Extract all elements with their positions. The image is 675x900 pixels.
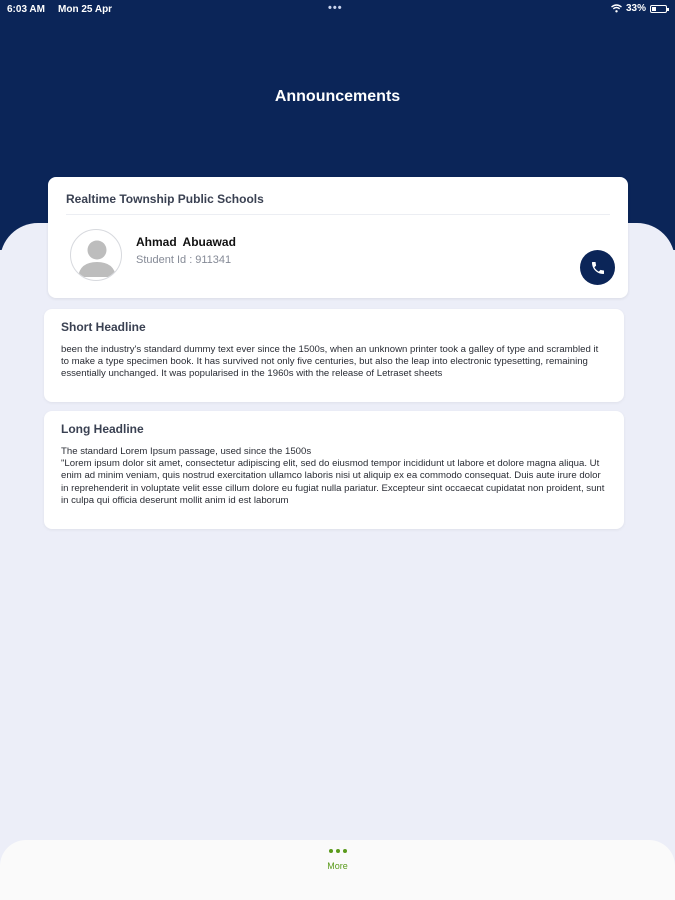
bottom-navigation-bar (0, 840, 675, 900)
announcement-card[interactable] (44, 309, 624, 402)
school-name: Realtime Township Public Schools (66, 192, 264, 206)
student-id-value: 911341 (195, 254, 232, 266)
battery-icon (650, 5, 667, 13)
announcement-body: been the industry's standard dummy text ever since the 1500s, when an unknown printer took a galley of type and scrambled it to make a type specimen book. It has survived not only five centuries, but also the leap into electronic typesetting, remaining essentially unchanged. It was popularised in the 1960s with the release of Letraset sheets (61, 344, 599, 380)
multitask-dots-icon[interactable]: ••• (328, 2, 343, 14)
person-placeholder-icon (70, 229, 122, 281)
announcement-body (61, 446, 607, 507)
phone-icon (590, 260, 606, 276)
call-button[interactable] (580, 250, 615, 285)
status-time: 6:03 AM (7, 4, 45, 15)
announcement-body-line: The standard Lorem Ipsum passage, used since the 1500s (61, 446, 312, 457)
announcement-headline: Long Headline (61, 422, 144, 436)
more-tab[interactable] (310, 848, 365, 888)
more-tab-label: More (327, 861, 348, 871)
student-profile-card (48, 177, 628, 298)
status-date: Mon 25 Apr (58, 4, 113, 15)
page-title: Announcements (274, 88, 401, 105)
student-id-row (136, 254, 231, 266)
announcement-body-line: "Lorem ipsum dolor sit amet, consectetur adipiscing elit, sed do eiusmod tempor incididunt ut labore et dolore magna aliqua. Ut enim ad minim veniam, quis nostrud exercitation ullamco laboris nisi ut aliquip ex ea commodo consequat. Duis aute irure dolor in reprehenderit in voluptate velit esse cillum dolore eu fugiat nulla pariatur. Excepteur sint occaecat cupidatat non proident, sunt in culpa qui officia deserunt mollit anim id est laborum (61, 458, 605, 506)
status-bar (0, 0, 675, 20)
battery-percent: 33% (625, 3, 646, 14)
card-divider (66, 214, 610, 215)
wifi-icon (611, 4, 622, 13)
more-dots-icon (328, 848, 348, 854)
student-id-label: Student Id : (136, 254, 193, 266)
status-indicators (611, 3, 667, 14)
student-name: Ahmad Abuawad (136, 235, 236, 249)
announcement-headline: Short Headline (61, 320, 146, 334)
announcement-card[interactable] (44, 411, 624, 529)
